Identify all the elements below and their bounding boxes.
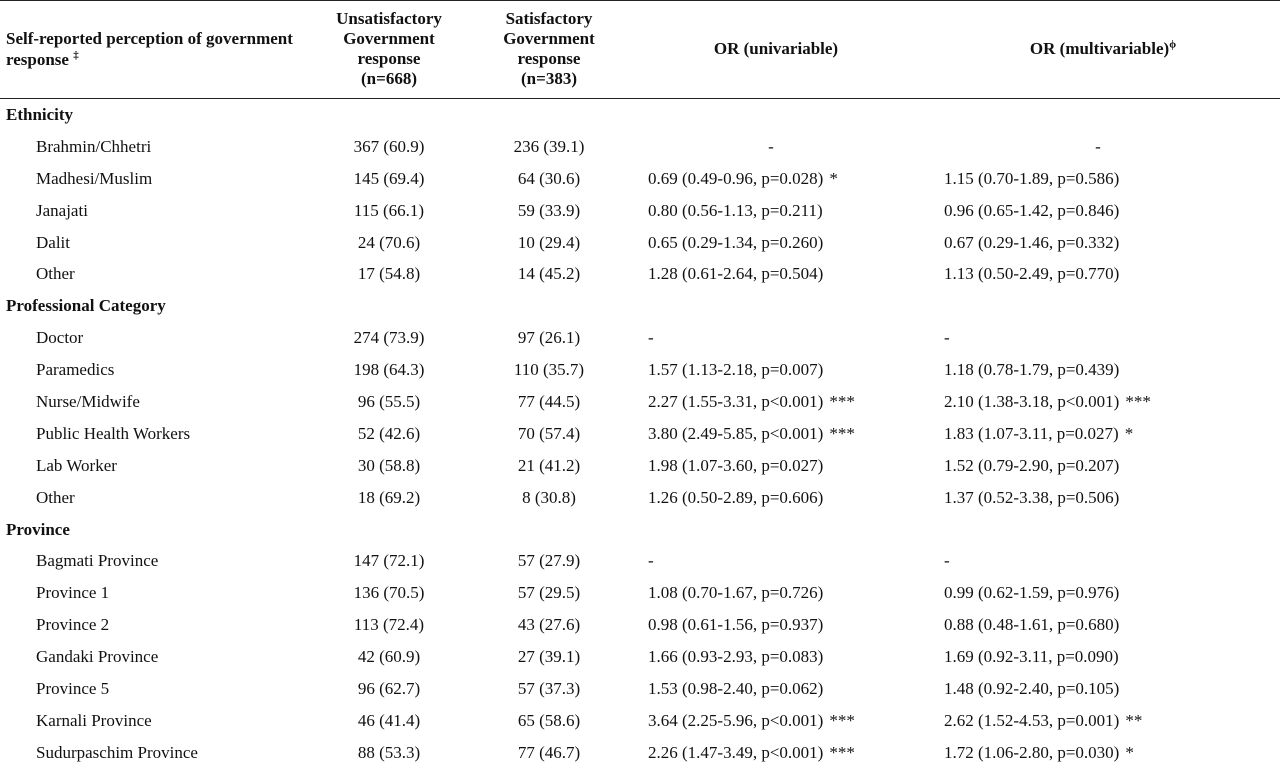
row-label: Gandaki Province (36, 647, 159, 667)
or-multivariable-cell (926, 450, 1280, 482)
satisfactory-count: 14 (45.2) (517, 264, 581, 284)
row-label: Bagmati Province (36, 551, 159, 571)
row-label: Province 1 (36, 583, 110, 603)
row-label: Sudurpaschim Province (36, 742, 198, 762)
or-univariable-value: 2.26 (1.47-3.49, p<0.001) (648, 742, 824, 762)
header-sat-line: (n=383) (521, 69, 577, 88)
header-or-univariable-column (626, 1, 926, 99)
header-unsat-line: Unsatisfactory (336, 9, 442, 28)
or-univariable-cell (626, 354, 926, 386)
satisfactory-count: 43 (27.6) (517, 615, 581, 635)
or-multivariable-cell (926, 227, 1280, 259)
satisfactory-count: 59 (33.9) (517, 200, 581, 220)
or-univariable-significance: *** (829, 391, 855, 411)
satisfactory-count: 77 (46.7) (517, 742, 581, 762)
header-unsat-line: (n=668) (361, 69, 417, 88)
or-multivariable-cell (926, 577, 1280, 609)
or-univariable-significance: *** (829, 710, 855, 730)
header-or-multivariable-column (926, 1, 1280, 99)
table-row (0, 545, 1280, 577)
header-sat-line: response (517, 49, 581, 68)
satisfactory-count: 57 (37.3) (517, 678, 581, 698)
or-multivariable-cell (926, 545, 1280, 577)
header-row (0, 1, 1280, 99)
or-univariable-value: 2.27 (1.55-3.31, p<0.001) (648, 391, 824, 411)
or-multivariable-value: - (1095, 136, 1101, 156)
or-univariable-value: 1.66 (0.93-2.93, p=0.083) (648, 647, 824, 667)
satisfactory-count: 8 (30.8) (522, 487, 576, 507)
or-multivariable-value: 0.88 (0.48-1.61, p=0.680) (944, 615, 1120, 635)
unsatisfactory-count: 113 (72.4) (353, 615, 425, 635)
row-label: Paramedics (36, 360, 115, 380)
header-or-multi-footnote-mark: ϕ (1169, 38, 1177, 51)
satisfactory-count: 64 (30.6) (517, 168, 581, 188)
unsatisfactory-count: 115 (66.1) (353, 200, 425, 220)
or-multivariable-cell (926, 386, 1280, 418)
or-univariable-cell (626, 705, 926, 737)
unsatisfactory-count: 145 (69.4) (353, 168, 425, 188)
or-multivariable-value: 1.83 (1.07-3.11, p=0.027) (944, 423, 1119, 443)
header-sat-line: Government (503, 29, 595, 48)
row-label: Public Health Workers (36, 423, 191, 443)
row-label: Other (36, 264, 75, 284)
or-multivariable-cell (926, 354, 1280, 386)
unsatisfactory-count: 42 (60.9) (357, 647, 421, 667)
table-row (0, 577, 1280, 609)
or-multivariable-value: 0.99 (0.62-1.59, p=0.976) (944, 583, 1120, 603)
unsatisfactory-count: 198 (64.3) (353, 360, 425, 380)
section-title: Province (6, 519, 70, 539)
unsatisfactory-count: 367 (60.9) (353, 136, 425, 156)
unsatisfactory-count: 17 (54.8) (357, 264, 421, 284)
or-univariable-value: - (648, 328, 654, 348)
satisfactory-count: 57 (27.9) (517, 551, 581, 571)
unsatisfactory-count: 274 (73.9) (353, 328, 425, 348)
or-univariable-cell (626, 609, 926, 641)
or-univariable-value: 1.08 (0.70-1.67, p=0.726) (648, 583, 824, 603)
or-multivariable-value: - (944, 328, 950, 348)
or-univariable-value: - (768, 136, 774, 156)
table-row (0, 354, 1280, 386)
or-multivariable-value: 1.72 (1.06-2.80, p=0.030) (944, 742, 1120, 762)
or-multivariable-value: 1.15 (0.70-1.89, p=0.586) (944, 168, 1120, 188)
row-label: Province 2 (36, 615, 110, 635)
or-univariable-cell (626, 673, 926, 705)
table-row (0, 322, 1280, 354)
header-label-column (0, 1, 306, 99)
or-multivariable-significance: *** (1125, 391, 1151, 411)
or-multivariable-value: 2.62 (1.52-4.53, p=0.001) (944, 710, 1120, 730)
or-univariable-cell (626, 641, 926, 673)
row-label: Other (36, 487, 75, 507)
or-univariable-value: 1.98 (1.07-3.60, p=0.027) (648, 455, 824, 475)
or-univariable-significance: * (829, 168, 838, 188)
or-univariable-value: 0.65 (0.29-1.34, p=0.260) (648, 232, 824, 252)
satisfactory-count: 236 (39.1) (513, 136, 585, 156)
header-sat-line: Satisfactory (505, 9, 593, 28)
or-univariable-cell (626, 227, 926, 259)
or-univariable-value: 1.57 (1.13-2.18, p=0.007) (648, 360, 824, 380)
or-univariable-value: 3.64 (2.25-5.96, p<0.001) (648, 710, 824, 730)
unsatisfactory-count: 136 (70.5) (353, 583, 425, 603)
or-multivariable-cell (926, 705, 1280, 737)
or-multivariable-cell (926, 641, 1280, 673)
unsatisfactory-count: 52 (42.6) (357, 423, 421, 443)
or-multivariable-significance: * (1124, 423, 1134, 443)
table-row (0, 386, 1280, 418)
satisfactory-count: 110 (35.7) (513, 360, 585, 380)
section-title: Ethnicity (6, 104, 74, 124)
or-univariable-value: - (648, 551, 654, 571)
row-label: Karnali Province (36, 710, 152, 730)
or-multivariable-value: 2.10 (1.38-3.18, p<0.001) (944, 391, 1120, 411)
or-univariable-value: 0.80 (0.56-1.13, p=0.211) (648, 200, 823, 220)
row-label: Janajati (36, 200, 88, 220)
or-univariable-cell (626, 163, 926, 195)
row-label: Brahmin/Chhetri (36, 136, 152, 156)
or-univariable-cell (626, 131, 926, 163)
table-row (0, 450, 1280, 482)
or-univariable-cell (626, 545, 926, 577)
unsatisfactory-count: 147 (72.1) (353, 551, 425, 571)
table-row (0, 227, 1280, 259)
row-label: Lab Worker (36, 455, 117, 475)
or-univariable-cell (626, 450, 926, 482)
or-multivariable-value: 0.67 (0.29-1.46, p=0.332) (944, 232, 1120, 252)
or-multivariable-cell (926, 673, 1280, 705)
header-unsat-line: response (357, 49, 421, 68)
row-label: Nurse/Midwife (36, 391, 140, 411)
or-univariable-value: 1.26 (0.50-2.89, p=0.606) (648, 487, 824, 507)
satisfactory-count: 10 (29.4) (517, 232, 581, 252)
table-row (0, 641, 1280, 673)
or-univariable-value: 1.53 (0.98-2.40, p=0.062) (648, 678, 824, 698)
or-multivariable-cell (926, 163, 1280, 195)
or-univariable-value: 3.80 (2.49-5.85, p<0.001) (648, 423, 824, 443)
or-multivariable-value: - (944, 551, 950, 571)
satisfactory-count: 21 (41.2) (517, 455, 581, 475)
table-row (0, 609, 1280, 641)
unsatisfactory-count: 96 (62.7) (357, 678, 421, 698)
unsatisfactory-count: 24 (70.6) (357, 232, 421, 252)
row-label: Dalit (36, 232, 70, 252)
table-row (0, 258, 1280, 290)
unsatisfactory-count: 30 (58.8) (357, 455, 421, 475)
or-multivariable-significance: ** (1125, 710, 1143, 730)
or-univariable-cell (626, 195, 926, 227)
or-univariable-cell (626, 577, 926, 609)
or-multivariable-value: 1.13 (0.50-2.49, p=0.770) (944, 264, 1120, 284)
or-multivariable-cell (926, 482, 1280, 514)
or-univariable-value: 0.98 (0.61-1.56, p=0.937) (648, 615, 824, 635)
table-body (0, 99, 1280, 769)
satisfactory-count: 57 (29.5) (517, 583, 581, 603)
section-title: Professional Category (6, 296, 166, 316)
row-label: Madhesi/Muslim (36, 168, 153, 188)
table-row (0, 195, 1280, 227)
satisfactory-count: 97 (26.1) (517, 328, 581, 348)
row-label: Doctor (36, 328, 84, 348)
or-multivariable-cell (926, 258, 1280, 290)
header-or-multi-text: OR (multivariable) (1029, 39, 1170, 58)
header-unsat-line: Government (343, 29, 435, 48)
or-multivariable-cell (926, 195, 1280, 227)
or-univariable-cell (626, 418, 926, 450)
satisfactory-count: 65 (58.6) (517, 710, 581, 730)
or-univariable-cell (626, 258, 926, 290)
section-row (0, 514, 1280, 546)
or-univariable-value: 0.69 (0.49-0.96, p=0.028) (648, 168, 824, 188)
header-or-uni-text: OR (univariable) (713, 39, 839, 58)
satisfactory-count: 27 (39.1) (517, 647, 581, 667)
or-univariable-cell (626, 386, 926, 418)
or-multivariable-value: 1.18 (0.78-1.79, p=0.439) (944, 360, 1120, 380)
row-label: Province 5 (36, 678, 110, 698)
table-row (0, 131, 1280, 163)
satisfactory-count: 77 (44.5) (517, 391, 581, 411)
section-row (0, 290, 1280, 322)
table-row (0, 163, 1280, 195)
or-multivariable-significance: * (1125, 742, 1134, 762)
or-multivariable-cell (926, 322, 1280, 354)
or-multivariable-cell (926, 609, 1280, 641)
table-header (0, 1, 1280, 99)
or-multivariable-value: 1.69 (0.92-3.11, p=0.090) (944, 647, 1119, 667)
table-row (0, 673, 1280, 705)
or-univariable-cell (626, 482, 926, 514)
header-satisfactory-column (472, 1, 626, 99)
table-row (0, 482, 1280, 514)
unsatisfactory-count: 18 (69.2) (357, 487, 421, 507)
or-multivariable-cell (926, 131, 1280, 163)
table-row (0, 418, 1280, 450)
header-unsatisfactory-column (306, 1, 472, 99)
table-row (0, 705, 1280, 737)
or-multivariable-value: 1.37 (0.52-3.38, p=0.506) (944, 487, 1120, 507)
section-row (0, 99, 1280, 131)
header-label-footnote-mark: ‡ (73, 49, 79, 62)
or-multivariable-value: 1.48 (0.92-2.40, p=0.105) (944, 678, 1120, 698)
or-multivariable-value: 0.96 (0.65-1.42, p=0.846) (944, 200, 1120, 220)
satisfactory-count: 70 (57.4) (517, 423, 581, 443)
or-univariable-cell (626, 322, 926, 354)
or-univariable-value: 1.28 (0.61-2.64, p=0.504) (648, 264, 824, 284)
or-multivariable-value: 1.52 (0.79-2.90, p=0.207) (944, 455, 1120, 475)
unsatisfactory-count: 96 (55.5) (357, 391, 421, 411)
unsatisfactory-count: 88 (53.3) (357, 742, 421, 762)
or-univariable-significance: *** (829, 742, 855, 762)
unsatisfactory-count: 46 (41.4) (357, 710, 421, 730)
header-label-text: Self-reported perception of government response (6, 29, 293, 69)
or-multivariable-cell (926, 418, 1280, 450)
or-univariable-significance: *** (829, 423, 855, 443)
